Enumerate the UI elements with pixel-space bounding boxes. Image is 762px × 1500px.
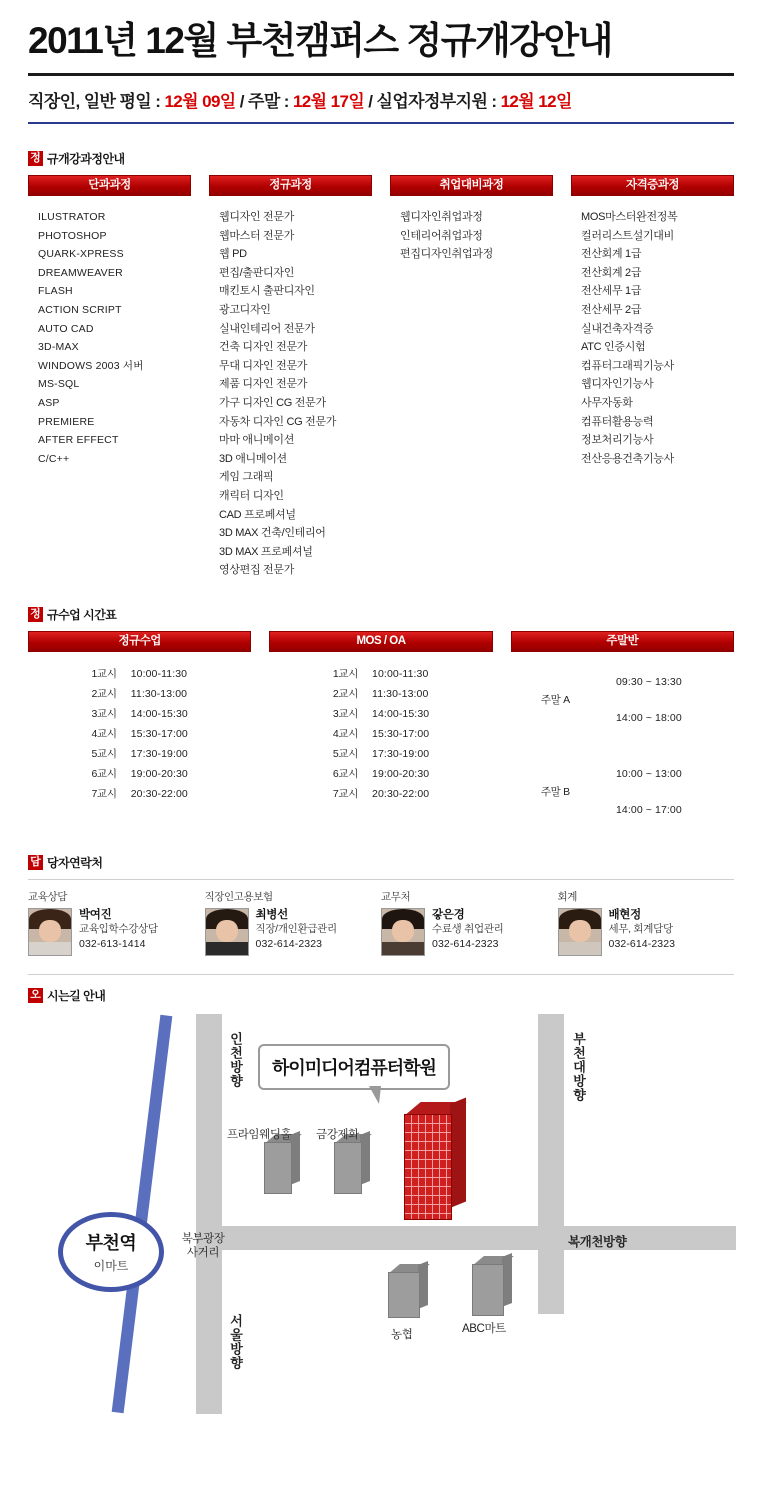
table-row	[269, 784, 492, 804]
period-time: 17:30-19:00	[372, 747, 430, 760]
section-badge-icon: 담	[28, 855, 43, 870]
list-item: 웹디자인기능사	[581, 378, 654, 391]
table-row	[269, 764, 492, 784]
spacer	[511, 736, 734, 756]
list-item: 자동차 디자인 CG 전문가	[219, 415, 337, 428]
list-item: ILUSTRATOR	[38, 211, 106, 223]
contact-phone: 032-613-1414	[79, 937, 146, 950]
contacts-section-head	[28, 854, 734, 871]
timetable-section-head	[28, 606, 734, 623]
contact-body	[205, 908, 376, 956]
course-column-header: 취업대비과정	[390, 175, 553, 196]
period-label: 2교시	[91, 687, 117, 700]
subtitle-mid-1: / 주말 :	[235, 92, 293, 111]
contacts-list	[28, 889, 734, 966]
contact-role: 교육입학수강상담	[79, 923, 158, 936]
list-item: 실내건축자격증	[581, 322, 654, 335]
list-item: DREAMWEAVER	[38, 266, 123, 279]
avatar-face	[392, 920, 414, 942]
list-item: 무대 디자인 전문가	[219, 359, 308, 372]
weekend-group-label: 주말 A	[540, 693, 570, 706]
course-columns	[28, 175, 734, 580]
list-item: 건축 디자인 전문가	[219, 341, 308, 354]
table-row	[511, 664, 734, 700]
timetable-table	[269, 664, 492, 804]
avatar-face	[569, 920, 591, 942]
list-item: PHOTOSHOP	[38, 229, 107, 242]
contact-dept: 회계	[557, 890, 577, 903]
weekend-start-date: 12월 17일	[292, 92, 365, 111]
list-item: 사무자동화	[581, 396, 633, 409]
courses-section-head	[28, 150, 734, 167]
list-item: 컴퓨터활용능력	[581, 415, 654, 428]
list-item: 전산세무 1급	[581, 285, 642, 298]
building-front	[404, 1114, 452, 1220]
avatar	[28, 908, 72, 956]
course-column-certificate	[571, 175, 734, 580]
list-item: FLASH	[38, 285, 73, 298]
map-label-bokgaecheon: 복개천방향	[568, 1234, 627, 1249]
list-item: 전산회계 1급	[581, 248, 642, 261]
contact-name: 박여진	[79, 908, 112, 921]
list-item: 웹디자인 전문가	[219, 211, 295, 223]
contact-role: 직장/개인환급관리	[255, 923, 337, 936]
contact-info	[79, 908, 158, 952]
courses-section	[28, 150, 734, 580]
building-side	[450, 1097, 466, 1207]
period-label: 5교시	[91, 747, 117, 760]
course-column-employment	[390, 175, 553, 580]
list-item: 컬러리스트설기대비	[581, 229, 674, 242]
avatar-body	[559, 942, 601, 955]
contact-phone: 032-614-2323	[608, 937, 676, 950]
subtitle-prefix: 직장인, 일반 평일 :	[28, 92, 165, 111]
course-list	[209, 208, 372, 580]
section-badge-icon: 정	[28, 607, 43, 622]
list-item: 실내인테리어 전문가	[219, 322, 315, 335]
avatar	[205, 908, 249, 956]
header	[0, 0, 762, 124]
list-item: 마마 애니메이션	[219, 434, 295, 447]
schedule-subtitle	[28, 87, 734, 112]
map-label-seoul: 서울방향	[228, 1313, 243, 1370]
contact-card	[28, 889, 205, 956]
contact-body	[28, 908, 199, 956]
list-item: 가구 디자인 CG 전문가	[219, 396, 326, 409]
list-item: 전산회계 2급	[581, 266, 642, 279]
building-front	[334, 1142, 362, 1194]
road-vertical-left	[196, 1014, 222, 1414]
page-title: 2011년 12월 부천캠퍼스 정규개강안내	[28, 20, 612, 61]
period-label: 3교시	[332, 707, 359, 720]
course-column-header: 단과과정	[28, 175, 191, 196]
timetable-header: 주말반	[511, 631, 734, 652]
list-item: ACTION SCRIPT	[38, 303, 122, 316]
timetable-weekend	[511, 631, 734, 828]
list-item: 전산응용건축기능사	[581, 452, 674, 465]
list-item: AUTO CAD	[38, 322, 94, 335]
timetable-section-title: 규수업 시간표	[47, 607, 117, 622]
list-item: PREMIERE	[38, 415, 95, 428]
map-section	[28, 987, 734, 1004]
map-label-bucheon-univ: 부천대방향	[571, 1031, 586, 1102]
contact-info	[256, 908, 337, 952]
list-item: 광고디자인	[219, 303, 271, 316]
period-label: 6교시	[91, 767, 117, 780]
weekend-time: 09:30 ~ 13:30	[615, 675, 682, 688]
avatar-body	[206, 942, 248, 955]
academy-callout: 하이미디어컴퓨터학원	[258, 1044, 450, 1090]
table-row	[28, 784, 251, 804]
contacts-bottom-divider	[28, 974, 734, 975]
map-label-bukbu-plaza: 북부광장 사거리	[181, 1232, 225, 1259]
timetable-header: 정규수업	[28, 631, 251, 652]
course-column-header: 정규과정	[209, 175, 372, 196]
period-label: 2교시	[332, 687, 359, 700]
table-row	[28, 724, 251, 744]
course-list	[571, 208, 734, 468]
list-item: MOS마스터완전정복	[581, 211, 678, 223]
weekend-time: 14:00 ~ 18:00	[615, 711, 682, 724]
period-label: 3교시	[91, 707, 117, 720]
table-row	[28, 744, 251, 764]
road-horizontal	[196, 1226, 736, 1250]
timetable-regular	[28, 631, 251, 828]
contact-dept: 직장인고용보험	[204, 890, 273, 903]
period-label: 4교시	[91, 727, 117, 740]
weekend-group-label: 주말 B	[540, 785, 570, 798]
list-item: 3D MAX 프로페셔널	[219, 545, 313, 558]
list-item: 매킨토시 출판디자인	[219, 285, 315, 298]
timetable-section	[28, 606, 734, 828]
road-vertical-right	[538, 1014, 564, 1314]
list-item: 캐릭터 디자인	[219, 489, 284, 502]
contact-role: 수료생 취업관리	[432, 923, 504, 936]
contact-card	[381, 889, 558, 956]
list-item: 3D MAX 건축/인테리어	[219, 527, 326, 540]
list-item: 3D-MAX	[38, 341, 79, 354]
course-list	[28, 208, 191, 468]
building-front	[264, 1142, 292, 1194]
table-row	[28, 764, 251, 784]
timetable-table	[511, 664, 734, 828]
period-time: 11:30-13:00	[372, 687, 429, 700]
list-item: ASP	[38, 396, 60, 409]
period-label: 5교시	[332, 747, 359, 760]
building-front	[472, 1264, 504, 1316]
avatar	[381, 908, 425, 956]
list-item: 웹 PD	[219, 248, 247, 261]
period-label: 4교시	[332, 727, 359, 740]
map-container	[28, 1014, 734, 1414]
map-canvas	[28, 1014, 734, 1414]
table-row	[511, 756, 734, 792]
building-front	[388, 1272, 420, 1318]
period-time: 10:00-11:30	[372, 667, 429, 680]
period-time: 14:00-15:30	[372, 707, 430, 720]
list-item: 인테리어취업과정	[400, 229, 483, 242]
weekday-start-date: 12월 09일	[164, 92, 236, 111]
period-time: 15:30-17:00	[372, 727, 430, 740]
contact-card	[205, 889, 382, 956]
contact-card	[558, 889, 735, 956]
period-label: 1교시	[332, 667, 359, 680]
list-item: 웹디자인취업과정	[400, 211, 483, 223]
list-item: ATC 인증시험	[581, 341, 646, 354]
contact-body	[558, 908, 729, 956]
contact-name: 최병선	[255, 908, 288, 921]
contact-dept: 교무처	[381, 890, 411, 903]
avatar-face	[216, 920, 238, 942]
list-item: MS-SQL	[38, 378, 80, 391]
period-label: 7교시	[332, 787, 359, 800]
table-row	[269, 664, 492, 684]
weekend-time: 10:00 ~ 13:00	[615, 767, 682, 780]
weekend-time: 14:00 ~ 17:00	[615, 803, 682, 816]
contact-phone: 032-614-2323	[432, 937, 499, 950]
course-list	[390, 208, 553, 264]
list-item: 웹마스터 전문가	[219, 229, 295, 242]
gov-support-start-date: 12월 12일	[500, 92, 572, 111]
avatar-body	[382, 942, 424, 955]
map-label-prime-wedding: 프라임웨딩홀	[227, 1128, 292, 1141]
station-marker	[58, 1212, 164, 1292]
table-row	[28, 664, 251, 684]
contact-name: 갛은경	[432, 908, 465, 921]
map-label-incheon: 인천방향	[228, 1031, 243, 1088]
station-sub-name: 이마트	[93, 1259, 129, 1274]
map-section-title: 시는길 안내	[47, 988, 106, 1003]
period-label: 1교시	[91, 667, 117, 680]
table-row-spacer	[511, 736, 734, 756]
list-item: 영상편집 전문가	[219, 564, 295, 577]
subtitle-divider	[28, 122, 734, 124]
period-time: 10:00-11:30	[130, 667, 188, 680]
contact-phone: 032-614-2323	[255, 937, 323, 950]
period-time: 20:30-22:00	[130, 787, 188, 800]
period-label: 6교시	[332, 767, 359, 780]
list-item: WINDOWS 2003 서버	[38, 359, 144, 372]
contact-dept: 교육상담	[28, 890, 67, 903]
station-name: 부천역	[85, 1233, 137, 1254]
period-time: 15:30-17:00	[130, 727, 188, 740]
period-time: 20:30-22:00	[372, 787, 430, 800]
timetable-mos-oa	[269, 631, 492, 828]
map-label-kumkang: 금강제화	[316, 1128, 359, 1141]
timetable-table	[28, 664, 251, 804]
subtitle-mid-2: / 실업자정부지원 :	[364, 92, 501, 111]
list-item: 편집/출판디자인	[219, 266, 295, 279]
title-divider	[28, 73, 734, 76]
contact-role: 세무, 회계담당	[608, 923, 673, 936]
avatar-face	[39, 920, 61, 942]
map-label-nonghyup: 농협	[391, 1328, 413, 1341]
section-badge-icon: 정	[28, 151, 43, 166]
timetable-header: MOS / OA	[269, 631, 492, 652]
table-row	[28, 704, 251, 724]
list-item: 게임 그래픽	[219, 471, 274, 484]
contact-info	[609, 908, 676, 952]
table-row	[269, 704, 492, 724]
period-time: 14:00-15:30	[130, 707, 188, 720]
avatar-body	[29, 942, 71, 955]
contact-name: 배현정	[608, 908, 641, 921]
period-time: 19:00-20:30	[372, 767, 430, 780]
list-item: 정보처리기능사	[581, 434, 654, 447]
contacts-section	[28, 854, 734, 975]
period-label: 7교시	[91, 787, 117, 800]
avatar	[558, 908, 602, 956]
map-section-head	[28, 987, 734, 1004]
table-row	[28, 684, 251, 704]
period-time: 19:00-20:30	[130, 767, 188, 780]
list-item: 편집디자인취업과정	[400, 248, 493, 261]
course-column-short	[28, 175, 191, 580]
list-item: AFTER EFFECT	[38, 434, 119, 447]
contact-info	[432, 908, 504, 952]
contacts-top-divider	[28, 879, 734, 880]
courses-section-title: 규개강과정안내	[47, 152, 125, 166]
table-row	[269, 724, 492, 744]
section-badge-icon: 오	[28, 988, 43, 1003]
list-item: 컴퓨터그래픽기능사	[581, 359, 674, 372]
table-row	[269, 744, 492, 764]
contact-body	[381, 908, 552, 956]
list-item: 제품 디자인 전문가	[219, 378, 308, 391]
list-item: 3D 애니메이션	[219, 452, 287, 465]
course-column-regular	[209, 175, 372, 580]
timetables	[28, 631, 734, 828]
list-item: C/C++	[38, 452, 70, 465]
period-time: 11:30-13:00	[130, 687, 188, 700]
period-time: 17:30-19:00	[130, 747, 188, 760]
map-label-abc-mart: ABC마트	[462, 1322, 506, 1335]
list-item: 전산세무 2급	[581, 303, 642, 316]
course-column-header: 자격증과정	[571, 175, 734, 196]
list-item: QUARK-XPRESS	[38, 248, 124, 261]
table-row	[269, 684, 492, 704]
list-item: CAD 프로페셔널	[219, 508, 296, 521]
contacts-section-title: 당자연락처	[47, 855, 103, 870]
